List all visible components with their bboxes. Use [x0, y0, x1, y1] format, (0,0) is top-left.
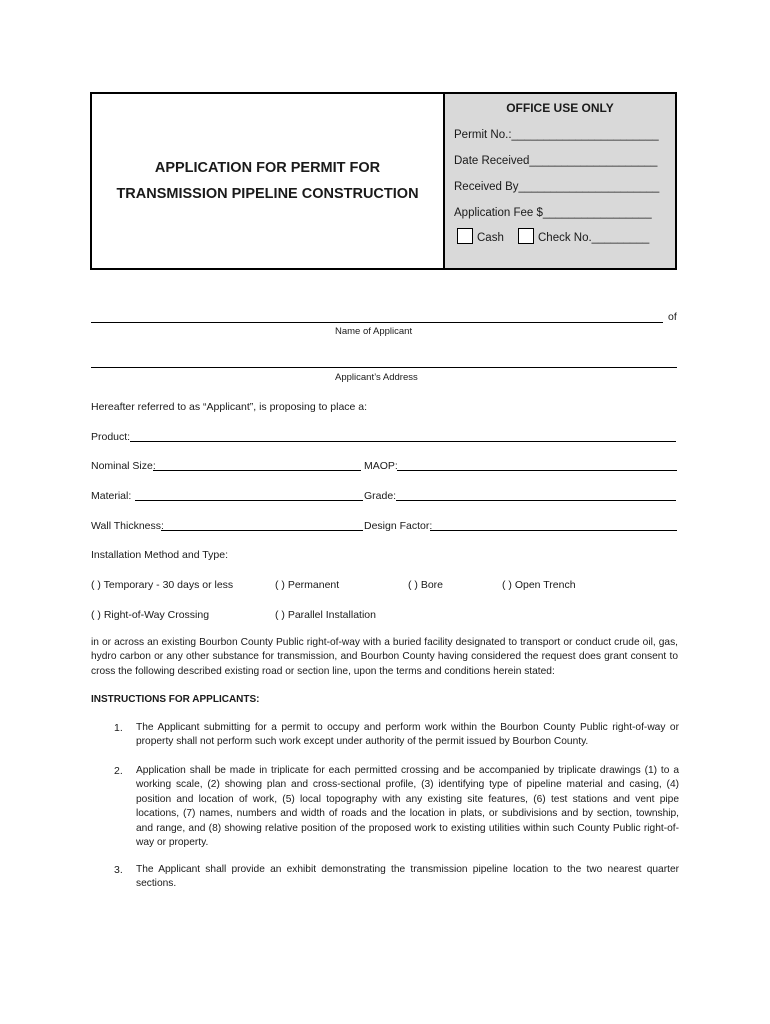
product-label: Product: [91, 431, 131, 443]
grade-label: Grade: [364, 490, 397, 502]
office-use-title: OFFICE USE ONLY [506, 101, 614, 115]
instructions-heading: INSTRUCTIONS FOR APPLICANTS: [91, 694, 260, 705]
application-fee-field[interactable]: Application Fee $_________________ [454, 207, 652, 219]
option-open-trench[interactable]: ( ) Open Trench [502, 579, 576, 591]
check-no-field[interactable]: Check No._________ [538, 232, 650, 244]
date-received-field[interactable]: Date Received____________________ [454, 155, 658, 167]
applicant-name-line[interactable] [91, 322, 663, 323]
instruction-text: The Applicant shall provide an exhibit demonstrating the transmission pipeline location to the two nearest quarter sections. [136, 864, 679, 890]
applicant-name-of: of [668, 311, 677, 323]
material-input[interactable] [135, 500, 363, 501]
instruction-number: 3. [114, 864, 123, 876]
header-box [90, 92, 677, 270]
hereafter-text: Hereafter referred to as “Applicant”, is proposing to place a: [91, 401, 368, 413]
wall-thickness-input[interactable] [161, 530, 363, 531]
grade-input[interactable] [396, 500, 676, 501]
instruction-text: The Applicant submitting for a permit to occupy and perform work within the Bourbon County Public right-of-way or property shall not perform such work except under authority of the permit issued by Bourbon County. [136, 722, 679, 748]
office-use-panel [445, 94, 675, 268]
option-parallel[interactable]: ( ) Parallel Installation [275, 609, 376, 621]
instruction-text: Application shall be made in triplicate for each permitted crossing and be accompanied by triplicate drawings (1) to a working scale, (2) showing plan and cross-sectional profile, (3) identifying type of pipeline material and casing, (4) position and location of work, (5) local topography with any existing site features, (6) test stations and vent pipe locations, (7) names, numbers and width of roads and the location in plats, or subdivisions and by section, township, and range, and (8) showing relative position of the proposed work to existing utilities within such County Public right-of-way or property. [136, 765, 679, 849]
nominal-size-label: Nominal Size: [91, 460, 156, 472]
instruction-number: 1. [114, 722, 123, 734]
cash-label: Cash [477, 232, 504, 244]
design-factor-label: Design Factor: [364, 520, 433, 532]
instruction-number: 2. [114, 765, 123, 777]
applicant-name-caption: Name of Applicant [335, 326, 413, 337]
form-title [92, 94, 445, 268]
applicant-address-line[interactable] [91, 367, 677, 368]
maop-label: MAOP: [364, 460, 398, 472]
material-label: Material: [91, 490, 132, 502]
permit-no-field[interactable]: Permit No.:_______________________ [454, 129, 659, 141]
applicant-address-caption: Applicant’s Address [335, 372, 418, 383]
product-input[interactable] [130, 441, 676, 442]
consent-paragraph: in or across an existing Bourbon County Public right-of-way with a buried facility designated to transport or conduct crude oil, gas, hydro carbon or any other substance for transmission, and Bourbon County having considered the request does grant consent to cross the following described existing road or section line, upon the terms and conditions herein stated: [91, 637, 678, 677]
check-checkbox[interactable] [518, 228, 534, 244]
form-title-line1: APPLICATION FOR PERMIT FOR [154, 160, 381, 176]
received-by-field[interactable]: Received By______________________ [454, 181, 660, 193]
design-factor-input[interactable] [430, 530, 677, 531]
installation-label: Installation Method and Type: [91, 549, 228, 561]
wall-thickness-label: Wall Thickness: [91, 520, 164, 532]
option-bore[interactable]: ( ) Bore [408, 579, 444, 591]
option-temporary[interactable]: ( ) Temporary - 30 days or less [91, 579, 234, 591]
nominal-size-input[interactable] [153, 470, 361, 471]
option-permanent[interactable]: ( ) Permanent [275, 579, 340, 591]
option-row-crossing[interactable]: ( ) Right-of-Way Crossing [91, 609, 210, 621]
cash-checkbox[interactable] [457, 228, 473, 244]
maop-input[interactable] [397, 470, 677, 471]
form-title-line2: TRANSMISSION PIPELINE CONSTRUCTION [116, 186, 419, 202]
